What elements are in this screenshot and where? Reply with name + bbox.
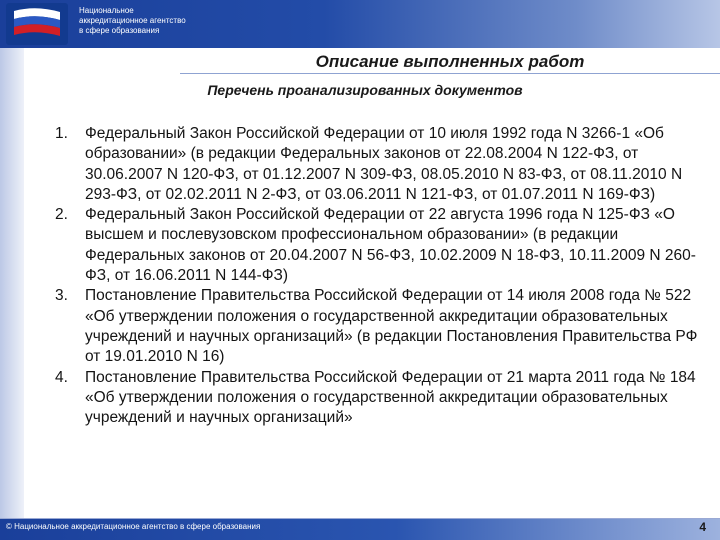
list-item-number: 4. — [55, 368, 68, 386]
page-title: Описание выполненных работ — [315, 52, 585, 71]
agency-title-line: аккредитационное агентство — [79, 16, 186, 25]
title-bar — [180, 49, 720, 74]
page-number: 4 — [699, 520, 706, 534]
list-item-text: Федеральный Закон Российской Федерации от 10 июля 1992 года N 3266-1 «Об образовании» (в редакции Федеральных законов от 22.08.2004 N 122-ФЗ, от 30.06.2007 N 120-ФЗ, от 01.12.2007 N 309-ФЗ, 08.05.2010 N 83-ФЗ, от 08.11.2010 N 293-ФЗ, от 02.02.2011 N 2-ФЗ, от 03.06.2011 N 121-ФЗ, от 01.07.2011 N 169-ФЗ) — [85, 125, 683, 203]
list-item — [48, 368, 710, 429]
list-item — [48, 205, 710, 286]
list-item-number: 1. — [55, 125, 68, 142]
list-item-text: Федеральный Закон Российской Федерации от 22 августа 1996 года N 125-ФЗ «О высшем и послевузовском профессиональном образовании» (в редакции Федеральных законов от 20.04.2007 N 56-ФЗ, 10.02.2009 N 18-ФЗ, 10.11.2009 N 260-ФЗ, от 16.06.2011 N 144-ФЗ) — [85, 206, 696, 285]
agency-title-line: в сфере образования — [79, 26, 160, 35]
list-item-text: Постановление Правительства Российской Федерации от 21 марта 2011 года № 184 «Об утверждении положения о государственной аккредитации образовательных учреждений и научных организаций» — [85, 368, 696, 427]
page-subtitle: Перечень проанализированных документов — [207, 82, 523, 98]
list-item — [48, 286, 710, 367]
agency-title — [79, 6, 279, 36]
flag-logo-icon — [6, 3, 68, 45]
list-item-number: 3. — [55, 287, 68, 305]
list-item-text: Постановление Правительства Российской Федерации от 14 июля 2008 года № 522 «Об утверждении положения о государственной аккредитации образовательных учреждений и научных организаций» (в редакции Постановления Правительства РФ от 19.01.2010 N 16) — [85, 287, 698, 366]
left-decor-strip — [0, 0, 24, 540]
agency-title-line: Национальное — [79, 6, 134, 15]
header-band — [0, 0, 720, 48]
document-list — [48, 124, 710, 428]
list-item — [48, 124, 710, 205]
list-item-number: 2. — [55, 206, 68, 224]
footer-copyright: © Национальное аккредитационное агентство в сфере образования — [6, 522, 261, 531]
